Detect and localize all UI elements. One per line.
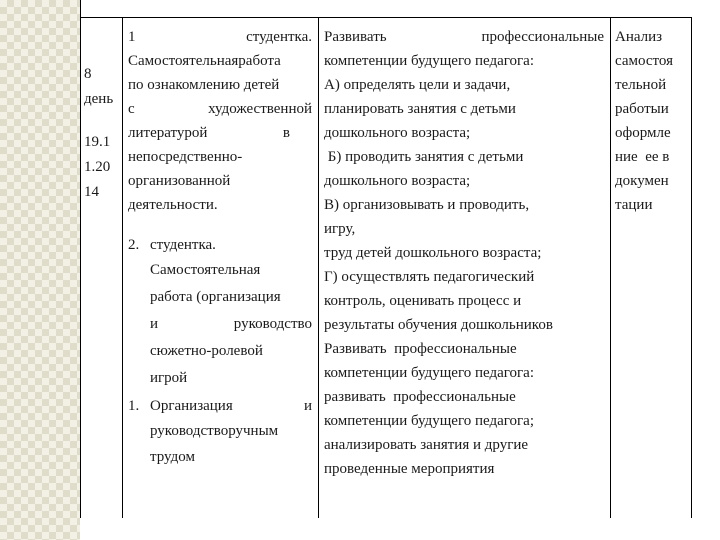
column-divider-3 — [610, 17, 611, 518]
task2-number: 2. — [128, 237, 140, 253]
task3-first-line — [150, 394, 312, 418]
report-line: докумен — [615, 173, 669, 189]
task2-word: и — [150, 316, 159, 332]
competency-word: Развивать — [324, 29, 387, 45]
task-cell — [128, 25, 312, 217]
task3-word: Организация — [150, 398, 233, 414]
task3-number: 1. — [128, 398, 140, 414]
report-line: оформле — [615, 125, 671, 141]
column-divider-1 — [122, 17, 123, 518]
competency-line: результаты обучения дошкольников — [324, 317, 553, 333]
competency-line: Развивать профессиональные — [324, 341, 517, 357]
task2-line: сюжетно-ролевой — [150, 343, 263, 359]
date-line: 1.20 — [84, 159, 111, 175]
task2-line: игрой — [150, 370, 188, 386]
task1-line: непосредственно- — [128, 149, 243, 165]
table-top-border — [80, 17, 692, 18]
competency-line: развивать профессиональные — [324, 389, 516, 405]
competency-line: Г) осуществлять педагогический — [324, 269, 535, 285]
report-line: тации — [615, 197, 653, 213]
competency-line: труд детей дошкольного возраста; — [324, 245, 542, 261]
competency-line: В) организовывать и проводить, — [324, 197, 530, 213]
task3-block — [128, 394, 312, 470]
day-number: 8 — [84, 66, 92, 82]
competency-line: компетенции будущего педагога; — [324, 413, 535, 429]
task1-line: организованной — [128, 173, 231, 189]
decorative-pattern — [0, 0, 80, 540]
report-line: Анализ — [615, 29, 663, 45]
competency-first-line — [324, 25, 604, 49]
task1-word: с — [128, 101, 135, 117]
table-left-border — [80, 0, 81, 518]
task2-line — [150, 311, 312, 338]
competencies-cell — [324, 25, 604, 481]
task1-line — [128, 97, 312, 121]
competency-word: профессиональные — [481, 29, 604, 45]
day-word: день — [84, 91, 114, 107]
task2-word: руководство — [233, 316, 312, 332]
task1-word: в — [282, 125, 290, 141]
task2-line: студентка. — [150, 237, 216, 253]
date-line: 19.1 — [84, 134, 111, 150]
report-form-cell — [615, 25, 689, 217]
task1-first-text: студентка. — [246, 29, 312, 45]
task3-line: трудом — [150, 449, 195, 465]
task1-line: Самостоятельнаяработа — [128, 53, 281, 69]
competency-line: Б) проводить занятия с детьми — [324, 149, 524, 165]
table-right-border — [691, 17, 692, 518]
competency-line: контроль, оценивать процесс и — [324, 293, 522, 309]
competency-line: анализировать занятия и другие — [324, 437, 529, 453]
task1-first-line — [128, 25, 312, 49]
report-line: ние ее в — [615, 149, 670, 165]
date-line: 14 — [84, 184, 99, 200]
task1-line: деятельности. — [128, 197, 218, 213]
task1-line — [128, 121, 312, 145]
task3-word: и — [303, 398, 312, 414]
competency-line: проведенные мероприятия — [324, 461, 495, 477]
competency-line: А) определять цели и задачи, — [324, 77, 511, 93]
competency-line: компетенции будущего педагога: — [324, 53, 535, 69]
task1-number: 1 — [128, 29, 136, 45]
column-divider-2 — [318, 17, 319, 518]
competency-line: дошкольного возраста; — [324, 125, 471, 141]
day-cell — [84, 62, 120, 205]
task2-line: Самостоятельная — [150, 262, 261, 278]
task2-line: работа (организация — [150, 289, 281, 305]
competency-line: дошкольного возраста; — [324, 173, 471, 189]
task1-line: по ознакомлению детей — [128, 77, 280, 93]
task3-line: руководстворучным — [150, 423, 279, 439]
report-line: тельной — [615, 77, 667, 93]
competency-line: игру, — [324, 221, 356, 237]
report-line: самостоя — [615, 53, 673, 69]
report-line: работыи — [615, 101, 669, 117]
competency-line: планировать занятия с детьми — [324, 101, 516, 117]
task2-block — [128, 233, 312, 392]
competency-line: компетенции будущего педагога: — [324, 365, 535, 381]
task1-word: литературой — [128, 125, 208, 141]
task1-word: художественной — [208, 101, 312, 117]
